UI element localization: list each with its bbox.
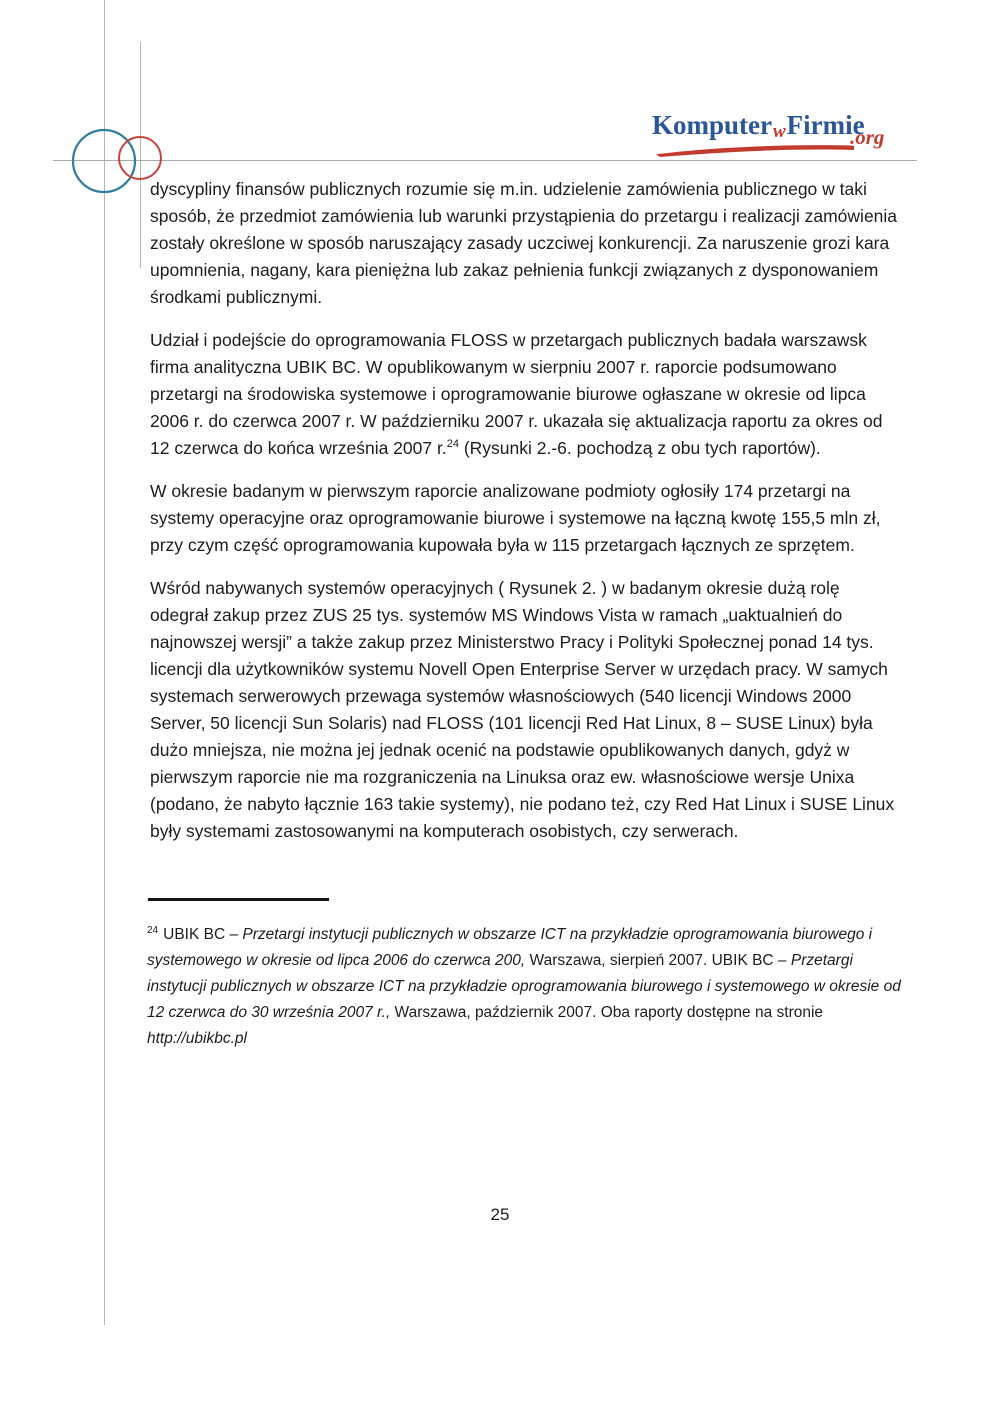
footnote-marker: 24 (147, 924, 159, 936)
site-logo (652, 110, 900, 164)
page-number: 25 (490, 1205, 510, 1224)
logo-suffix-org: .org (850, 125, 885, 149)
footnote-report-title-2: Przetargi instytucji publicznych w obszarze ICT na przykładzie oprogramowania biurowego i systemowego w okresie od 12 czerwca do 30 września 2007 r., (147, 952, 901, 1021)
page-body (150, 176, 902, 861)
logo-word-w: w (772, 121, 786, 142)
teal-circle-icon (73, 130, 135, 192)
paragraph-text: (Rysunki 2.-6. pochodzą z obu tych raportów). (458, 438, 821, 458)
paragraph-text: dyscypliny finansów publicznych rozumie się m.in. udzielenie zamówienia publicznego w taki sposób, że przedmiot zamówienia lub warunki przystąpienia do przetargu i realizacji zamówienia zostały określone w sposób naruszający zasady uczciwej konkurencji. Za naruszenie grozi kara upomnienia, nagany, kara pieniężna lub zakaz pełnienia funkcji związanych z dysponowaniem środkami publicznymi. (150, 179, 898, 307)
paragraph-przetargi-statystyki (150, 478, 902, 559)
footnote-24 (147, 922, 902, 1052)
paragraph-text: Wśród nabywanych systemów operacyjnych ( Rysunek 2. ) w badanym okresie dużą rolę odegrał zakup przez ZUS 25 tys. systemów MS Windows Vista w ramach „uaktualnień do najnowszej wersji” a także zakup przez Ministerstwo Pracy i Polityki Społecznej ponad 14 tys. licencji dla użytkowników systemu Novell Open Enterprise Server w urzędach pracy. W samych systemach serwerowych przewaga systemów własnościowych (540 licencji Windows 2000 Server, 50 licencji Sun Solaris) nad FLOSS (101 licencji Red Hat Linux, 8 – SUSE Linux) była dużo mniejsza, nie można jej jednak ocenić na podstawie opublikowanych danych, gdyż w pierwszym raporcie nie ma rozgraniczenia na Linuksa oraz ew. własnościowe wersje Unixa (podano, że nabyto łącznie 163 takie systemy), nie podano też, czy Red Hat Linux i SUSE Linux były systemami zastosowanymi na komputerach osobistych, czy serwerach. (150, 578, 895, 841)
logo-word-firmie: Firmie (786, 110, 865, 140)
footnote-text-segment: Warszawa, październik 2007. Oba raporty dostępne na stronie (390, 1004, 824, 1021)
logo-word-komputer: Komputer (652, 110, 772, 140)
footnote-text-segment: Warszawa, sierpień 2007. UBIK BC – (525, 952, 791, 969)
footnote-separator-rule (148, 898, 329, 901)
paragraph-text: W okresie badanym w pierwszym raporcie analizowane podmioty ogłosiły 174 przetargi na systemy operacyjne oraz oprogramowanie biurowe i systemowe na łączną kwotę 155,5 mln zł, przy czym część oprogramowania kupowała była w 115 przetargach łącznych ze sprzętem. (150, 481, 881, 555)
paragraph-ubik-raporty (150, 327, 902, 462)
red-circle-icon (119, 137, 161, 179)
paragraph-text: Udział i podejście do oprogramowania FLOSS w przetargach publicznych badała warszawsk firma analityczna UBIK BC. W opublikowanym w sierpniu 2007 r. raporcie podsumowano przetargi na środowiska systemowe i oprogramowanie biurowe ogłaszane w okresie od lipca 2006 r. do czerwca 2007 r. W październiku 2007 r. ukazała się aktualizacja raportu za okres od 12 czerwca do końca września 2007 r. (150, 330, 883, 458)
footnote-text-segment: UBIK BC – (163, 926, 243, 943)
paragraph-systemy-operacyjne (150, 575, 902, 845)
footnote-url: http://ubikbc.pl (147, 1030, 247, 1047)
footnote-report-title-1: Przetargi instytucji publicznych w obszarze ICT na przykładzie oprogramowania biurowego i systemowego w okresie od lipca 2006 do czerwca 200, (147, 926, 873, 969)
logo-underline-swoosh-icon (654, 143, 856, 157)
paragraph-finanse-publiczne (150, 176, 902, 311)
footnote-reference-24: 24 (446, 438, 459, 451)
